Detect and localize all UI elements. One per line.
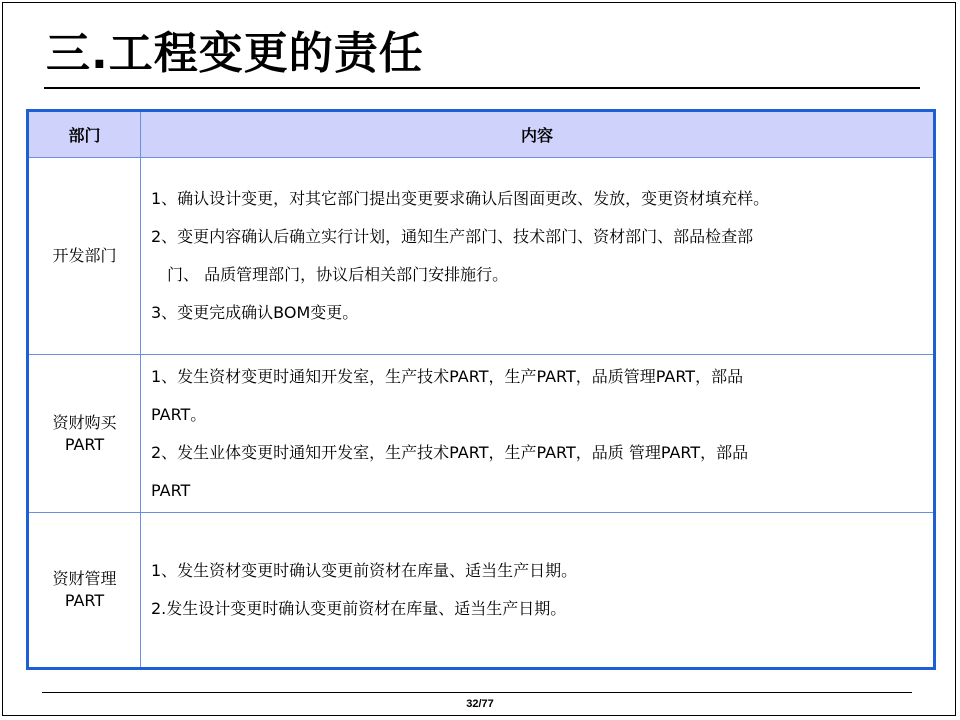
content-cell (141, 355, 935, 513)
content-line: 1、发生资材变更时确认变更前资材在库量、适当生产日期。 (151, 561, 578, 580)
table-header-row (28, 111, 935, 158)
dept-cell (28, 355, 141, 513)
dept-cell (28, 513, 141, 669)
content-line: 1、发生资材变更时通知开发室，生产技术PART，生产PART，品质管理PART，部品 (151, 366, 744, 386)
slide-title: 三.工程变更的责任 (46, 28, 424, 79)
content-cell (141, 513, 935, 669)
content-cell (141, 158, 935, 355)
responsibility-table (26, 109, 936, 670)
table-row (28, 513, 935, 669)
table-row (28, 158, 935, 355)
content-line: 1、确认设计变更，对其它部门提出变更要求确认后图面更改、发放，变更资材填充样。 (151, 189, 770, 208)
header-dept: 部门 (28, 111, 141, 158)
page-number: 32/77 (466, 698, 494, 710)
dept-label-sub: PART (64, 591, 105, 610)
content-line: 门、 品质管理部门，协议后相关部门安排施行。 (167, 265, 509, 284)
content-line: 2.发生设计变更时确认变更前资材在库量、适当生产日期。 (151, 599, 567, 618)
dept-cell (28, 158, 141, 355)
footer-rule (42, 692, 912, 693)
dept-label: 开发部门 (52, 246, 117, 265)
content-line: PART (151, 480, 191, 500)
content-line: PART。 (151, 404, 207, 424)
table-row (28, 355, 935, 513)
content-line: 2、变更内容确认后确立实行计划，通知生产部门、技术部门、资材部门、部品检查部 (151, 227, 754, 246)
content-line: 3、变更完成确认BOM变更。 (151, 303, 359, 322)
title-underline (44, 87, 920, 89)
dept-label: 资财购买 (52, 412, 117, 432)
dept-label-sub: PART (64, 434, 105, 454)
content-line: 2、发生业体变更时通知开发室，生产技术PART，生产PART，品质 管理PART，部品 (151, 442, 749, 462)
header-content: 内容 (141, 111, 935, 158)
dept-label: 资财管理 (52, 569, 117, 588)
